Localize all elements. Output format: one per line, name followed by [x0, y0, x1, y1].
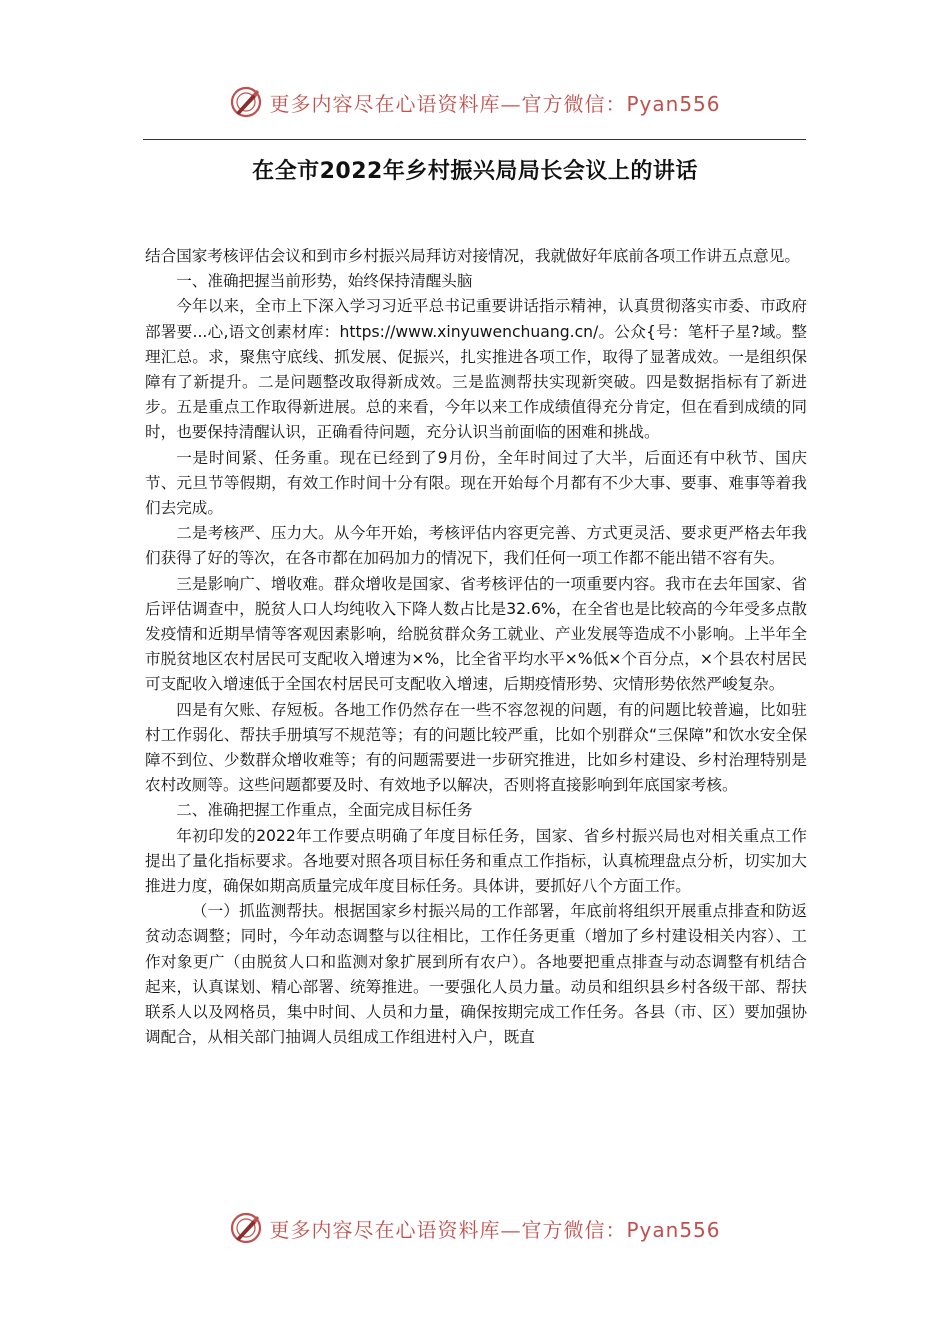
- paragraph: 年初印发的2022年工作要点明确了年度目标任务，国家、省乡村振兴局也对相关重点工作提出了量化指标要求。各地要对照各项目标任务和重点工作指标，认真梳理盘点分析，切实加大推进力度，确保如期高质量完成年度目标任务。具体讲，要抓好八个方面工作。: [145, 826, 807, 896]
- section-heading: 二、准确把握工作重点，全面完成目标任务: [176, 801, 473, 820]
- paragraph: 三是影响广、增收难。群众增收是国家、省考核评估的一项重要内容。我市在去年国家、省后评估调查中，脱贫人口人均纯收入下降人数占比是32.6%，在全省也是比较高的今年受多点散发疫情和近期旱情等客观因素影响，给脱贫群众务工就业、产业发展等造成不小影响。上半年全市脱贫地区农村居民可支配收入增速为×%，比全省平均水平×%低×个百分点，×个县农村居民可支配收入增速低于全国农村居民可支配收入增速，后期疫情形势、灾情形势依然严峻复杂。: [145, 574, 807, 694]
- paragraph: 二是考核严、压力大。从今年开始，考核评估内容更完善、方式更灵活、要求更严格去年我们获得了好的等次，在各市都在加码加力的情况下，我们任何一项工作都不能出错不容有失。: [145, 524, 807, 568]
- footer-banner: [0, 1208, 950, 1248]
- banner-text: 更多内容尽在心语资料库—官方微信：Pyan556: [269, 91, 721, 116]
- paragraph: 结合国家考核评估会议和到市乡村振兴局拜访对接情况，我就做好年底前各项工作讲五点意见。: [145, 247, 800, 265]
- header-banner: [0, 82, 950, 122]
- banner-text: 更多内容尽在心语资料库—官方微信：Pyan556: [269, 1217, 721, 1242]
- document-body: [145, 244, 807, 1051]
- pen-circle-logo-icon: [229, 85, 263, 119]
- section-heading: 一、准确把握当前形势，始终保持清醒头脑: [176, 272, 473, 291]
- paragraph: 今年以来，全市上下深入学习习近平总书记重要讲话指示精神，认真贯彻落实市委、市政府部署要...心,语文创素材库：https://www.xinyuwenchuang.cn/。公众{号：笔杆子星?域。整理汇总。求，聚焦守底线、抓发展、促振兴，扎实推进各项工作，取得了显著成效。一是组织保障有了新提升。二是问题整改取得新成效。三是监测帮扶实现新突破。四是数据指标有了新进步。五是重点工作取得新进展。总的来看，今年以来工作成绩值得充分肯定，但在看到成绩的同时，也要保持清醒认识，正确看待问题，充分认识当前面临的困难和挑战。: [145, 297, 807, 442]
- header-divider: [143, 139, 806, 140]
- pen-circle-logo-icon: [229, 1211, 263, 1245]
- paragraph: （一）抓监测帮扶。根据国家乡村振兴局的工作部署，年底前将组织开展重点排查和防返贫动态调整；同时，今年动态调整与以往相比，工作任务更重（增加了乡村建设相关内容）、工作对象更广（由脱贫人口和监测对象扩展到所有农户）。各地要把重点排查与动态调整有机结合起来，认真谋划、精心部署、统筹推进。一要强化人员力量。动员和组织县乡村各级干部、帮扶联系人以及网格员，集中时间、人员和力量，确保按期完成工作任务。各县（市、区）要加强协调配合，从相关部门抽调人员组成工作组进村入户，既直: [145, 902, 807, 1047]
- paragraph: 四是有欠账、存短板。各地工作仍然存在一些不容忽视的问题，有的问题比较普遍，比如驻村工作弱化、帮扶手册填写不规范等；有的问题比较严重，比如个别群众“三保障”和饮水安全保障不到位、少数群众增收难等；有的问题需要进一步研究推进，比如乡村建设、乡村治理特别是农村改厕等。这些问题都要及时、有效地予以解决，否则将直接影响到年底国家考核。: [145, 700, 807, 795]
- document-title: 在全市2022年乡村振兴局局长会议上的讲话: [252, 159, 698, 184]
- paragraph: 一是时间紧、任务重。现在已经到了9月份，全年时间过了大半，后面还有中秋节、国庆节、元旦节等假期，有效工作时间十分有限。现在开始每个月都有不少大事、要事、难事等着我们去完成。: [145, 448, 807, 518]
